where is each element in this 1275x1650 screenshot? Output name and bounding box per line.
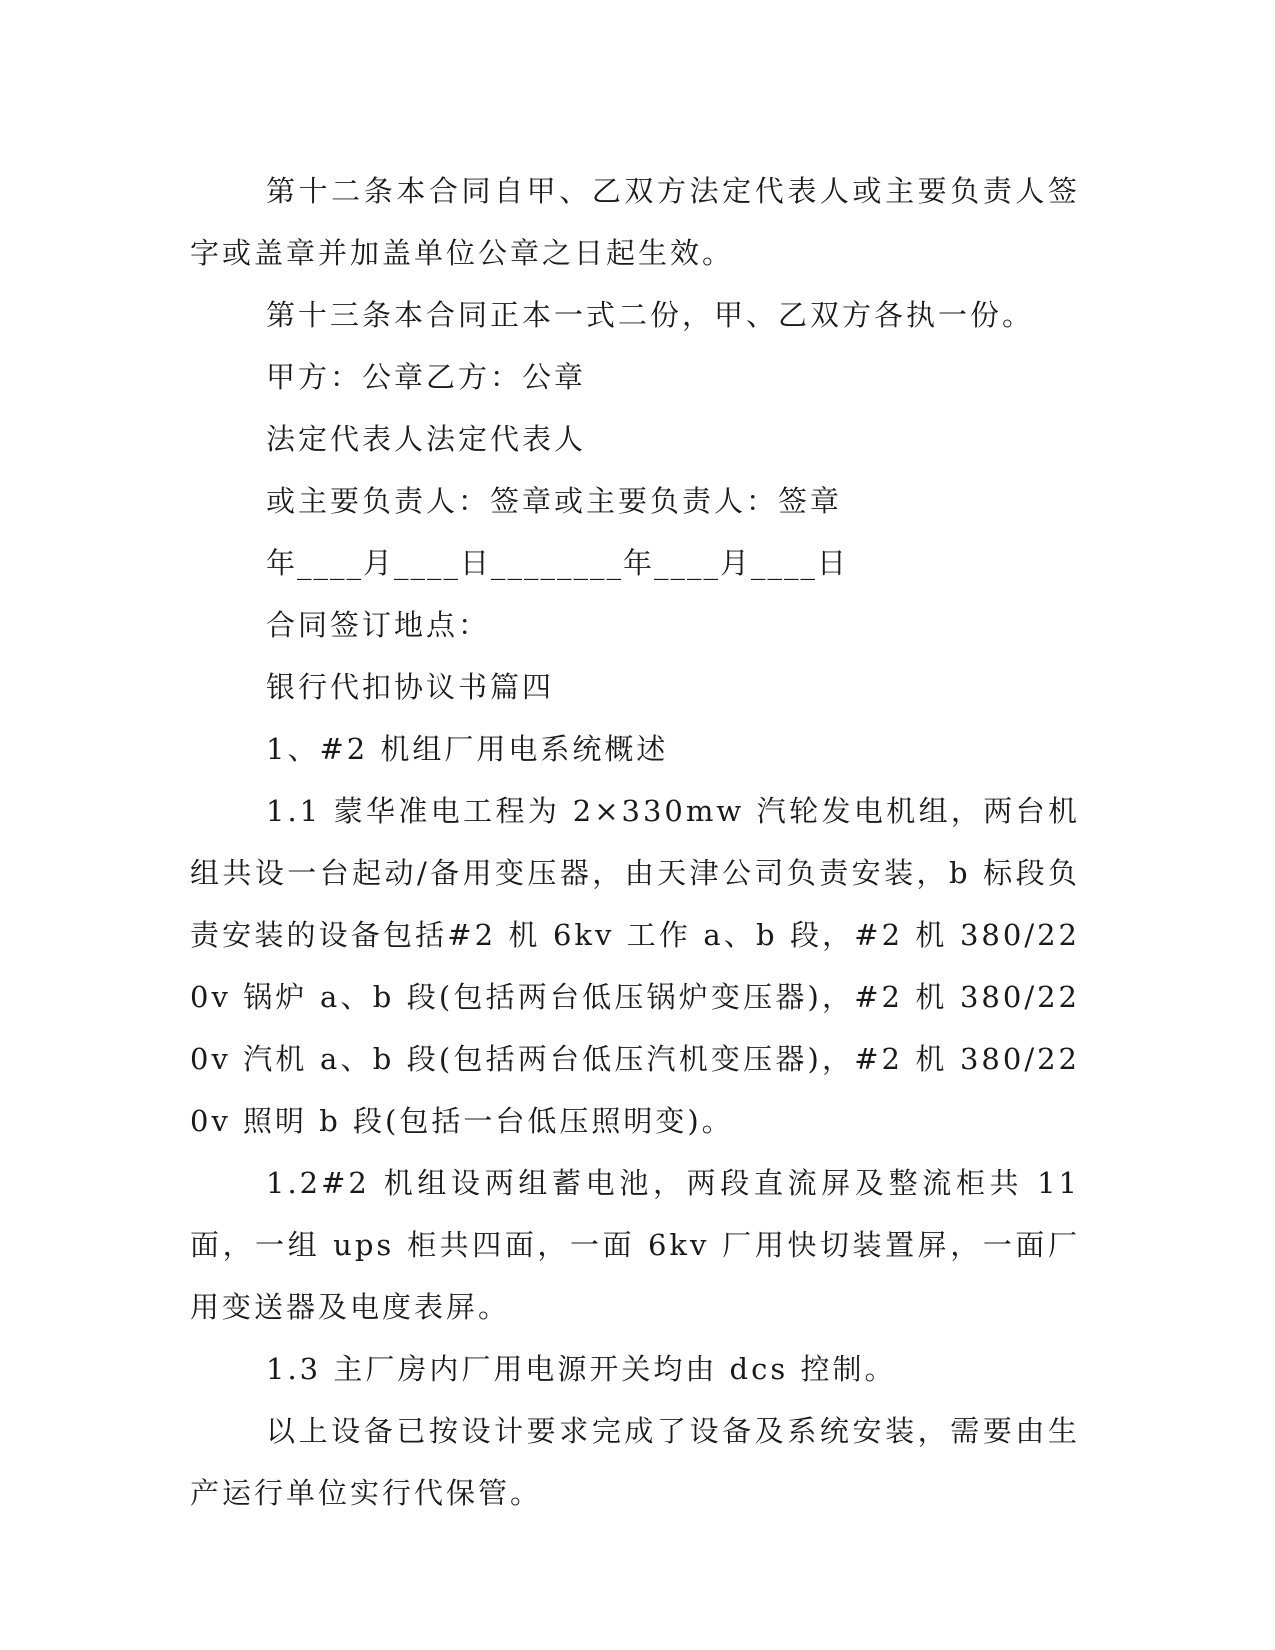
paragraph-signing-location: 合同签订地点： xyxy=(266,608,491,642)
document-body xyxy=(190,160,1080,1524)
section-heading: 银行代扣协议书篇四 xyxy=(266,670,555,704)
paragraph-conclusion: 以上设备已按设计要求完成了设备及系统安装，需要由生产运行单位实行代保管。 xyxy=(190,1414,1080,1510)
paragraph-1-3: 1.3 主厂房内厂用电源开关均由 dcs 控制。 xyxy=(266,1352,897,1386)
paragraph-system-overview-heading: 1、#2 机组厂用电系统概述 xyxy=(266,732,669,766)
paragraph-dates: 年____月____日________年____月____日 xyxy=(266,546,849,580)
paragraph-signatures: 或主要负责人：签章或主要负责人：签章 xyxy=(266,484,843,518)
paragraph-article-12: 第十二条本合同自甲、乙双方法定代表人或主要负责人签字或盖章并加盖单位公章之日起生效。 xyxy=(190,174,1080,270)
paragraph-article-13: 第十三条本合同正本一式二份，甲、乙双方各执一份。 xyxy=(266,298,1035,332)
paragraph-1-2: 1.2#2 机组设两组蓄电池，两段直流屏及整流柜共 11 面，一组 ups 柜共四面，一面 6kv 厂用快切装置屏，一面厂用变送器及电度表屏。 xyxy=(190,1166,1080,1324)
paragraph-1-1: 1.1 蒙华准电工程为 2×330mw 汽轮发电机组，两台机组共设一台起动/备用变压器，由天津公司负责安装，b 标段负责安装的设备包括#2 机 6kv 工作 a、b 段，#2 机 380/220v 锅炉 a、b 段(包括两台低压锅炉变压器)，#2 机 380/220v 汽机 a、b 段(包括两台低压汽机变压器)，#2 机 380/220v 照明 b 段(包括一台低压照明变)。 xyxy=(190,794,1080,1138)
paragraph-legal-representatives: 法定代表人法定代表人 xyxy=(266,422,587,456)
paragraph-party-seals: 甲方：公章乙方：公章 xyxy=(266,360,587,394)
